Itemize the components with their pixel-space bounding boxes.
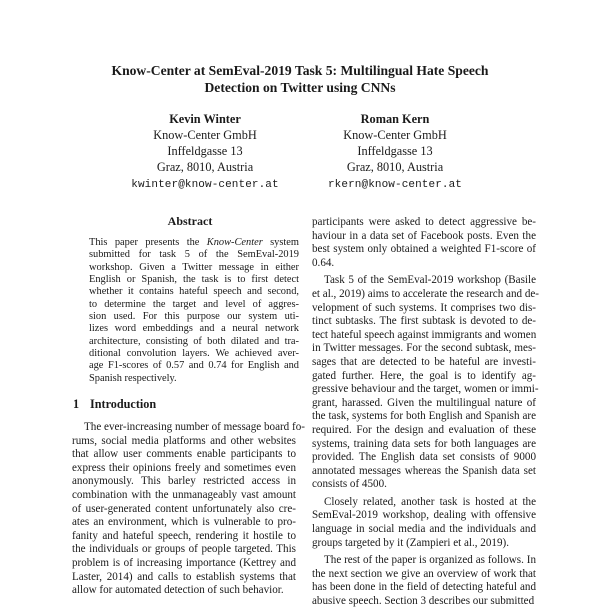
text-line: in Twitter messages. For the second subtask, mes- (312, 342, 536, 355)
text-line: grant, harassed. Given the multilingual nature of (312, 396, 536, 409)
title-line: Know-Center at SemEval-2019 Task 5: Multilingual Hate Speech (111, 63, 489, 78)
paragraph (312, 216, 536, 270)
text-line: consists of 4500. (312, 478, 387, 491)
text-line: provided. The English data set consists of 9000 (312, 451, 536, 464)
text-line: required. For the design and evaluation of these (312, 423, 536, 436)
text-line: rums, social media platforms and other websites (72, 434, 296, 447)
text-line: best system only obtained a weighted F1-score of (312, 243, 536, 256)
author-city: Graz, 8010, Austria (156, 160, 254, 174)
text-line: anonymously. This barley restricted access in (72, 475, 296, 488)
text-line: groups targeted by it (Zampieri et al., 2019). (312, 536, 509, 549)
author-block-1 (110, 111, 300, 193)
text-line: of user-generated content unfortunately also cre- (72, 502, 296, 515)
text-line: that allow user comments enable participants to (72, 448, 296, 461)
text-line: annotated messages whereas the Spanish data set (312, 464, 536, 477)
abstract-prefix: This paper presents the (89, 237, 207, 248)
text-line: sages that are detected to be hateful are investi- (312, 355, 536, 368)
text-line: express their opinions freely and sometimes even (72, 461, 296, 474)
text-line: ates an environment, which is vulnerable to pro- (72, 516, 296, 529)
introduction-body (72, 421, 305, 598)
text-line: Laster, 2014) and calls to establish systems that (72, 570, 296, 583)
text-line: velopment of such systems. It comprises two dis- (312, 301, 536, 314)
text-line: to determine the target and level of aggres- (89, 298, 299, 310)
text-line: haviour in a data set of Facebook posts. Even the (312, 229, 536, 242)
author-name: Kevin Winter (169, 112, 241, 126)
text-line: tinct subtasks. The first subtask is devoted to de- (312, 315, 536, 328)
paragraph (312, 554, 536, 608)
section-number: 1 (73, 397, 80, 411)
text-line: problem is of increasing importance (Kettrey and (72, 556, 296, 569)
text-line: the individuals or groups of people targeted. This (72, 543, 296, 556)
paper-title (60, 62, 540, 96)
text-line: workshop. Given a Twitter message in either (89, 261, 299, 273)
author-street: Inffeldgasse 13 (357, 144, 433, 158)
text-line: architecture, consisting of both dilated and tra- (89, 335, 299, 347)
title-line: Detection on Twitter using CNNs (204, 80, 396, 95)
text-line: gressive behaviour and the target, women or immi- (312, 383, 539, 396)
author-name: Roman Kern (360, 112, 430, 126)
text-line: tect hateful speech against immigrants and women (312, 328, 537, 341)
text-line: age F1-scores of 0.57 and 0.74 for English and (89, 360, 299, 372)
text-line: Task 5 of the SemEval-2019 workshop (Basile (324, 274, 536, 287)
system-name: Know-Center (206, 237, 263, 248)
text-line: SemEval-2019 workshop, dealing with offensive (312, 509, 536, 522)
abstract-body (89, 237, 299, 385)
paragraph (312, 274, 539, 492)
text-line: Spanish respectively. (89, 372, 177, 384)
text-line: lizes word embeddings and a neural network (89, 323, 299, 335)
author-city: Graz, 8010, Austria (346, 160, 444, 174)
section-title: Introduction (90, 397, 157, 411)
abstract-lines (89, 249, 299, 385)
text-line: has been done in the field of detecting hateful and (312, 581, 536, 594)
text-line: allow for automated detection of such behavior. (72, 584, 284, 597)
abstract-heading: Abstract (167, 214, 213, 228)
section-heading (73, 397, 156, 412)
text-line: gated further. Here, the goal is to identify ag- (312, 369, 536, 382)
author-email: kwinter@know-center.at (131, 179, 279, 191)
text-line: systems, training data sets for both languages are (312, 437, 536, 450)
author-affiliation: Know-Center GmbH (153, 128, 257, 142)
text-line: 0.64. (312, 256, 335, 269)
author-affiliation: Know-Center GmbH (343, 128, 447, 142)
text-line: combination with the unmanageably vast amount (72, 488, 296, 501)
author-email: rkern@know-center.at (327, 179, 463, 191)
author-street: Inffeldgasse 13 (167, 144, 243, 158)
paragraph (312, 496, 536, 550)
text-line: The rest of the paper is organized as follows. In (324, 554, 536, 567)
text-line: language in social media and the individuals and (312, 523, 536, 536)
text-line: participants were asked to detect aggressive be- (312, 216, 536, 228)
author-block-2 (300, 111, 490, 193)
text-line: fanity and hateful speech, rendering it hostile to (72, 529, 296, 542)
text-line: whether it contains hateful speech and second, (89, 286, 299, 298)
text-line: submitted for task 5 of the SemEval-2019 (89, 249, 299, 261)
right-column-body (312, 216, 539, 609)
text-line: Closely related, another task is hosted at the (324, 495, 536, 508)
text-line: English or Spanish, the task is to first detect (89, 274, 299, 286)
text-line: sion used. For this purpose our system uti- (89, 311, 299, 323)
abstract-suffix: system (262, 237, 299, 248)
text-line: the task, systems for both English and Spanish are (312, 410, 536, 423)
text-line: et al., 2019) aims to accelerate the research and de- (312, 287, 539, 300)
text-line: abusive speech. Section 3 describes our submitted (312, 595, 535, 608)
text-line: ditional convolution layers. We achieved aver- (89, 348, 299, 360)
text-line: The ever-increasing number of message board fo- (84, 421, 305, 433)
abstract-first-line (89, 237, 299, 249)
text-line: the next section we give an overview of work that (312, 567, 536, 580)
